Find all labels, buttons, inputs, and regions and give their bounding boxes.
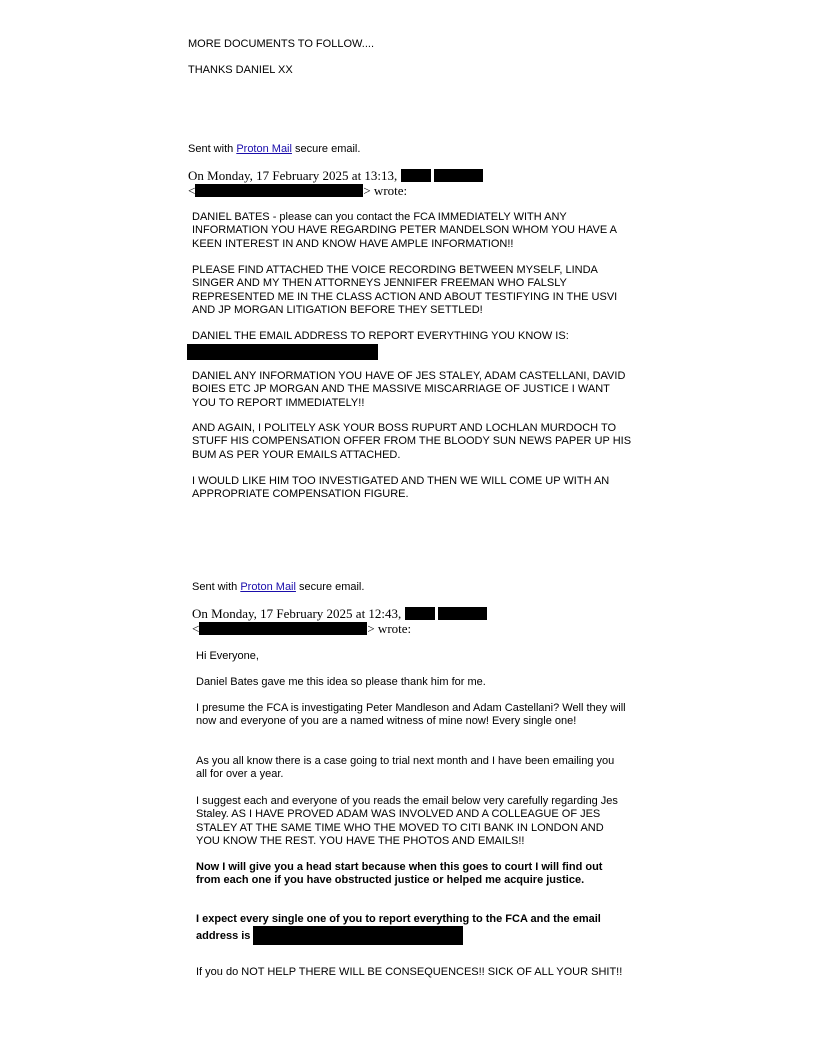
redacted-sender-first bbox=[401, 169, 431, 182]
redacted-sender-last bbox=[438, 607, 487, 620]
quote-2-date-text: On Monday, 17 February 2025 at 12:43, bbox=[192, 606, 402, 621]
quote-1-header-line-1 bbox=[188, 168, 483, 183]
quote-1-paragraph-5: AND AGAIN, I POLITELY ASK YOUR BOSS RUPURT AND LOCHLAN MURDOCH TO STUFF HIS COMPENSATION OFFER FROM THE BLOODY SUN NEWS PAPER UP HIS BUM AS PER YOUR EMAILS ATTACHED. bbox=[192, 422, 632, 461]
more-documents-line: MORE DOCUMENTS TO FOLLOW.... bbox=[188, 38, 375, 50]
quote-1-paragraph-2: PLEASE FIND ATTACHED THE VOICE RECORDING BETWEEN MYSELF, LINDA SINGER AND MY THEN ATTORNEYS JENNIFER FREEMAN WHO FALSLY REPRESENTED ME IN THE CLASS ACTION AND ABOUT TESTIFYING IN THE USVI AND JP MORGAN LITIGATION BEFORE THEY SETTLED! bbox=[192, 264, 618, 317]
quote-2-paragraph-2: Daniel Bates gave me this idea so please thank him for me. bbox=[196, 676, 486, 688]
redacted-sender-email bbox=[195, 184, 363, 197]
redacted-sender-last bbox=[434, 169, 483, 182]
signature-2 bbox=[192, 581, 364, 594]
signature-prefix: Sent with bbox=[188, 143, 234, 155]
quote-1-wrote: > wrote: bbox=[363, 183, 408, 198]
quote-2-paragraph-8: If you do NOT HELP THERE WILL BE CONSEQUENCES!! SICK OF ALL YOUR SHIT!! bbox=[196, 966, 623, 978]
quote-2-wrote: > wrote: bbox=[367, 621, 412, 636]
thanks-line: THANKS DANIEL XX bbox=[188, 64, 293, 76]
redacted-sender-first bbox=[405, 607, 435, 620]
quote-1-paragraph-3: DANIEL THE EMAIL ADDRESS TO REPORT EVERYTHING YOU KNOW IS: bbox=[192, 330, 569, 342]
quote-1-date-text: On Monday, 17 February 2025 at 13:13, bbox=[188, 168, 398, 183]
quote-2-paragraph-5: I suggest each and everyone of you reads the email below very carefully regarding Jes Staley. AS I HAVE PROVED ADAM WAS INVOLVED AND A COLLEAGUE OF JES STALEY AT THE SAME TIME WHO THE MOVED TO CITI BANK IN LONDON AND YOU KNOW THE REST. YOU HAVE THE PHOTOS AND EMAILS!! bbox=[196, 795, 618, 848]
proton-mail-link[interactable]: Proton Mail bbox=[240, 581, 296, 593]
quote-2-header-line-1 bbox=[192, 606, 487, 621]
quote-1-paragraph-4: DANIEL ANY INFORMATION YOU HAVE OF JES STALEY, ADAM CASTELLANI, DAVID BOIES ETC JP MORGAN AND THE MASSIVE MISCARRIAGE OF JUSTICE I WANT YOU TO REPORT IMMEDIATELY!! bbox=[192, 370, 626, 409]
quote-2-paragraph-1: Hi Everyone, bbox=[196, 650, 259, 662]
quote-1-header-line-2 bbox=[188, 183, 407, 198]
redacted-sender-email bbox=[199, 622, 367, 635]
redacted-fca-email-2 bbox=[253, 926, 463, 945]
redacted-fca-email-1 bbox=[187, 344, 378, 360]
quote-1-paragraph-1: DANIEL BATES - please can you contact the FCA IMMEDIATELY WITH ANY INFORMATION YOU HAVE REGARDING PETER MANDELSON WHOM YOU HAVE A KEEN INTEREST IN AND KNOW HAVE AMPLE INFORMATION!! bbox=[192, 211, 617, 250]
quote-2-paragraph-6: Now I will give you a head start because when this goes to court I will find out from each one if you have obstructed justice or helped me acquire justice. bbox=[196, 861, 603, 887]
quote-2-paragraph-3: I presume the FCA is investigating Peter Mandleson and Adam Castellani? Well they will now and everyone of you are a named witness of mine now! Every single one! bbox=[196, 702, 626, 728]
signature-suffix: secure email. bbox=[295, 143, 361, 155]
signature-suffix: secure email. bbox=[299, 581, 365, 593]
quote-2-paragraph-7 bbox=[196, 913, 616, 945]
quote-2-header-line-2 bbox=[192, 621, 411, 636]
quote-2-paragraph-7-text: I expect every single one of you to report everything to the FCA and the email address is bbox=[196, 913, 601, 943]
quote-2-open-bracket: < bbox=[192, 621, 200, 636]
quote-1-paragraph-6: I WOULD LIKE HIM TOO INVESTIGATED AND THEN WE WILL COME UP WITH AN APPROPRIATE COMPENSATION FIGURE. bbox=[192, 475, 610, 501]
quote-1-open-bracket: < bbox=[188, 183, 196, 198]
proton-mail-link[interactable]: Proton Mail bbox=[236, 143, 292, 155]
quote-2-paragraph-4: As you all know there is a case going to trial next month and I have been emailing you all for over a year. bbox=[196, 755, 615, 781]
signature-prefix: Sent with bbox=[192, 581, 238, 593]
signature-1 bbox=[188, 143, 360, 156]
